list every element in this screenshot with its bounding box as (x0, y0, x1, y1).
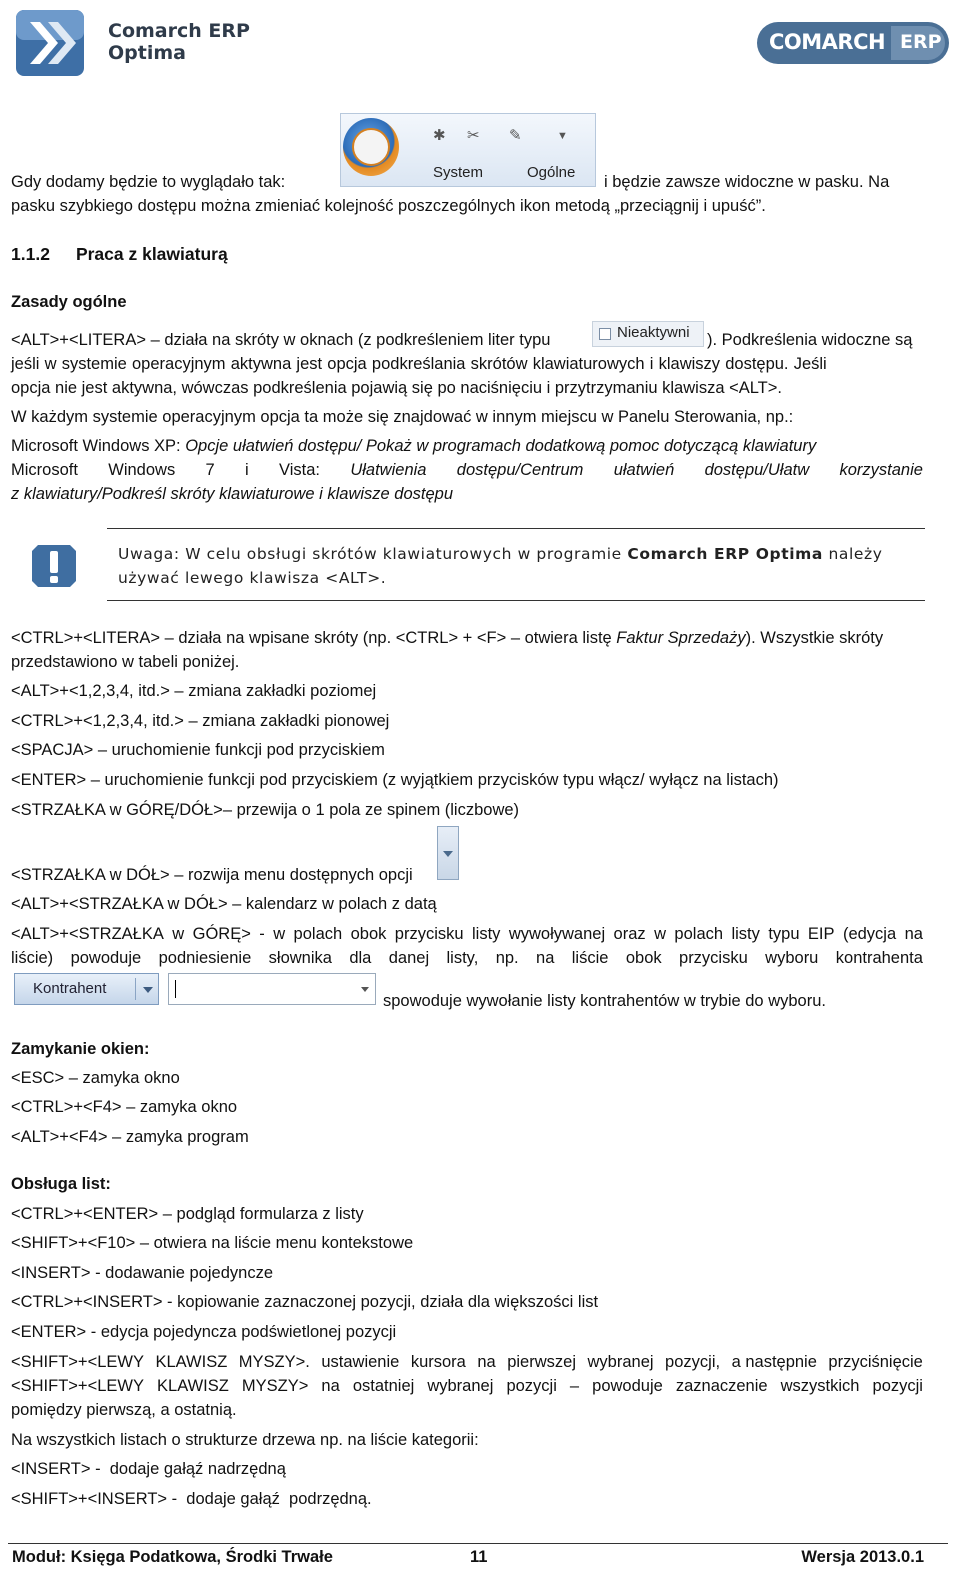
section-heading: 1.1.2 Praca z klawiaturą (11, 244, 228, 264)
checkbox-icon (599, 328, 611, 340)
listy-heading: Obsługa list: (11, 1175, 111, 1193)
insert-tree-line: <INSERT> - dodaje gałąź nadrzędną (11, 1460, 286, 1478)
chevron-down-icon: ▼ (557, 130, 568, 142)
zasady-heading: Zasady ogólne (11, 293, 127, 311)
chevron-down-icon (143, 987, 153, 993)
comarch-optima-logo-icon (14, 8, 86, 78)
logo-word: COMARCH (769, 30, 886, 54)
comarch-erp-logo (757, 22, 949, 64)
drzewo-line: Na wszystkich listach o strukturze drzewa np. na liście kategorii: (11, 1431, 479, 1449)
checkbox-example-image (592, 321, 704, 347)
kontrahent-field-image (168, 973, 376, 1005)
listy-item: <INSERT> - dodawanie pojedyncze (11, 1264, 274, 1282)
enter-line: <ENTER> – uruchomienie funkcji pod przyciskiem (z wyjątkiem przycisków typu włącz/ wyłącz na listach) (11, 771, 779, 789)
w7-line: Microsoft Windows 7 i Vista: Ułatwienia dostępu/Centrum ułatwień dostępu/Ułatw korzystanie (11, 461, 923, 479)
footer-rule (8, 1543, 948, 1544)
warning-bottom-rule (107, 600, 925, 601)
zamykanie-item-alt-f4: <ALT>+<F4> – zamyka program (11, 1128, 249, 1146)
alt-gora-line-1: <ALT>+<STRZAŁKA w GÓRĘ> - w polach obok przycisku listy wywoływanej oraz w polach listy typu EIP (edycja na (11, 925, 923, 943)
chevron-down-icon (361, 987, 369, 992)
listy-item: <ENTER> - edycja pojedyncza podświetlonej pozycji (11, 1323, 397, 1341)
zamykanie-heading: Zamykanie okien: (11, 1040, 150, 1058)
system-icon: ✱ (433, 127, 446, 144)
alt-dol-line: <ALT>+<STRZAŁKA w DÓŁ> – kalendarz w polach z datą (11, 895, 437, 913)
shift-insert-tree-line: <SHIFT>+<INSERT> - dodaje gałąź podrzędną. (11, 1490, 372, 1508)
dropdown-arrow-button-image (437, 826, 459, 880)
footer-page-number: 11 (470, 1548, 488, 1566)
toolbar-label-ogolne: Ogólne (527, 164, 576, 181)
w7-line-2: z klawiatury/Podkreśl skróty klawiaturowe i klawisze dostępu (11, 485, 454, 503)
optima-orb-icon (343, 118, 399, 176)
settings-icon: ✎ (509, 127, 522, 144)
warning-line-2: używać lewego klawisza <ALT>. (118, 569, 387, 587)
logo-erp: ERP (900, 31, 942, 53)
alt-gora-line-3: spowoduje wywołanie listy kontrahentów w trybie do wyboru. (383, 992, 826, 1010)
toolbar-label-system: System (433, 164, 484, 181)
strzalka-gd-line: <STRZAŁKA w GÓRĘ/DÓŁ>– przewija o 1 pola ze spinem (liczbowe) (11, 801, 520, 819)
kontrahent-button-image (14, 973, 159, 1005)
brand-name (108, 20, 250, 64)
intro-line-2: pasku szybkiego dostępu można zmieniać kolejność poszczególnych ikon metodą „przeciągnij i upuść”. (11, 197, 766, 215)
zasady-line-1: <ALT>+<LITERA> – działa na skróty w oknach (z podkreśleniem liter typu ). Podkreślenia widoczne są (11, 331, 913, 349)
page-footer (12, 1546, 924, 1572)
zamykanie-item-esc: <ESC> – zamyka okno (11, 1069, 180, 1087)
shift-line-1: <SHIFT>+<LEWY KLAWISZ MYSZY>. ustawienie kursora na pierwszej wybranej pozycji, a następnie przyciśnięcie (11, 1353, 923, 1371)
zamykanie-item-ctrl-f4: <CTRL>+<F4> – zamyka okno (11, 1098, 238, 1116)
text-cursor (175, 980, 176, 998)
spacja-line: <SPACJA> – uruchomienie funkcji pod przyciskiem (11, 741, 385, 759)
brand-line-1: Comarch ERP (108, 20, 250, 42)
brand-line-2: Optima (108, 42, 186, 64)
footer-version: Wersja 2013.0.1 (801, 1548, 924, 1566)
alt-gora-line-2: liście) powoduje podniesienie słownika dla danej listy, np. na liście obok przycisku wyboru kontrahenta (11, 949, 923, 967)
shift-line-2: <SHIFT>+<LEWY KLAWISZ MYSZY> na ostatniej wybranej pozycji – powoduje zaznaczenie wszystkich pozycji (11, 1377, 923, 1395)
xp-line: Microsoft Windows XP: Opcje ułatwień dostępu/ Pokaż w programach dodatkową pomoc dotyczącą klawiatury (11, 437, 817, 455)
intro-line-1: Gdy dodamy będzie to wyglądało tak: i będzie zawsze widoczne w pasku. Na (11, 173, 890, 191)
zasady-line-4: W każdym systemie operacyjnym opcja ta może się znajdować w innym miejscu w Panelu Sterowania, np.: (11, 408, 794, 426)
checkbox-label: Nieaktywni (617, 324, 690, 341)
warning-exclamation-icon (30, 539, 78, 589)
warning-line-1: Uwaga: W celu obsługi skrótów klawiaturowych w programie Comarch ERP Optima należy (118, 545, 883, 563)
strzalka-dol-line: <STRZAŁKA w DÓŁ> – rozwija menu dostępnych opcji (11, 866, 413, 884)
listy-item: <CTRL>+<INSERT> - kopiowanie zaznaczonej pozycji, działa dla większości list (11, 1293, 599, 1311)
ctrl-num-line: <CTRL>+<1,2,3,4, itd.> – zmiana zakładki pionowej (11, 712, 390, 730)
zasady-line-2: jeśli w systemie operacyjnym aktywna jest opcja podkreślania skrótów klawiaturowych i klawiszy dostępu. Jeśli (11, 355, 827, 373)
page-header (0, 0, 960, 90)
tools-icon: ✂ (467, 127, 480, 144)
warning-top-rule (107, 528, 925, 529)
listy-item: <CTRL>+<ENTER> – podgląd formularza z listy (11, 1205, 364, 1223)
shift-line-3: pomiędzy pierwszą, a ostatnią. (11, 1401, 237, 1419)
chevron-down-icon (443, 851, 453, 857)
listy-item: <SHIFT>+<F10> – otwiera na liście menu kontekstowe (11, 1234, 414, 1252)
footer-module: Moduł: Księga Podatkowa, Środki Trwałe (12, 1548, 333, 1566)
ctrl-litera-line-1: <CTRL>+<LITERA> – działa na wpisane skróty (np. <CTRL> + <F> – otwiera listę Faktur Sprzedaży). Wszystkie skróty (11, 629, 884, 647)
kontrahent-button-label: Kontrahent (33, 980, 107, 997)
ctrl-litera-line-2: przedstawiono w tabeli poniżej. (11, 653, 240, 671)
zasady-line-3: opcja nie jest aktywna, wówczas podkreślenia pojawią się po naciśnięciu i przytrzymaniu klawisza <ALT>. (11, 379, 782, 397)
alt-num-line: <ALT>+<1,2,3,4, itd.> – zmiana zakładki poziomej (11, 682, 377, 700)
